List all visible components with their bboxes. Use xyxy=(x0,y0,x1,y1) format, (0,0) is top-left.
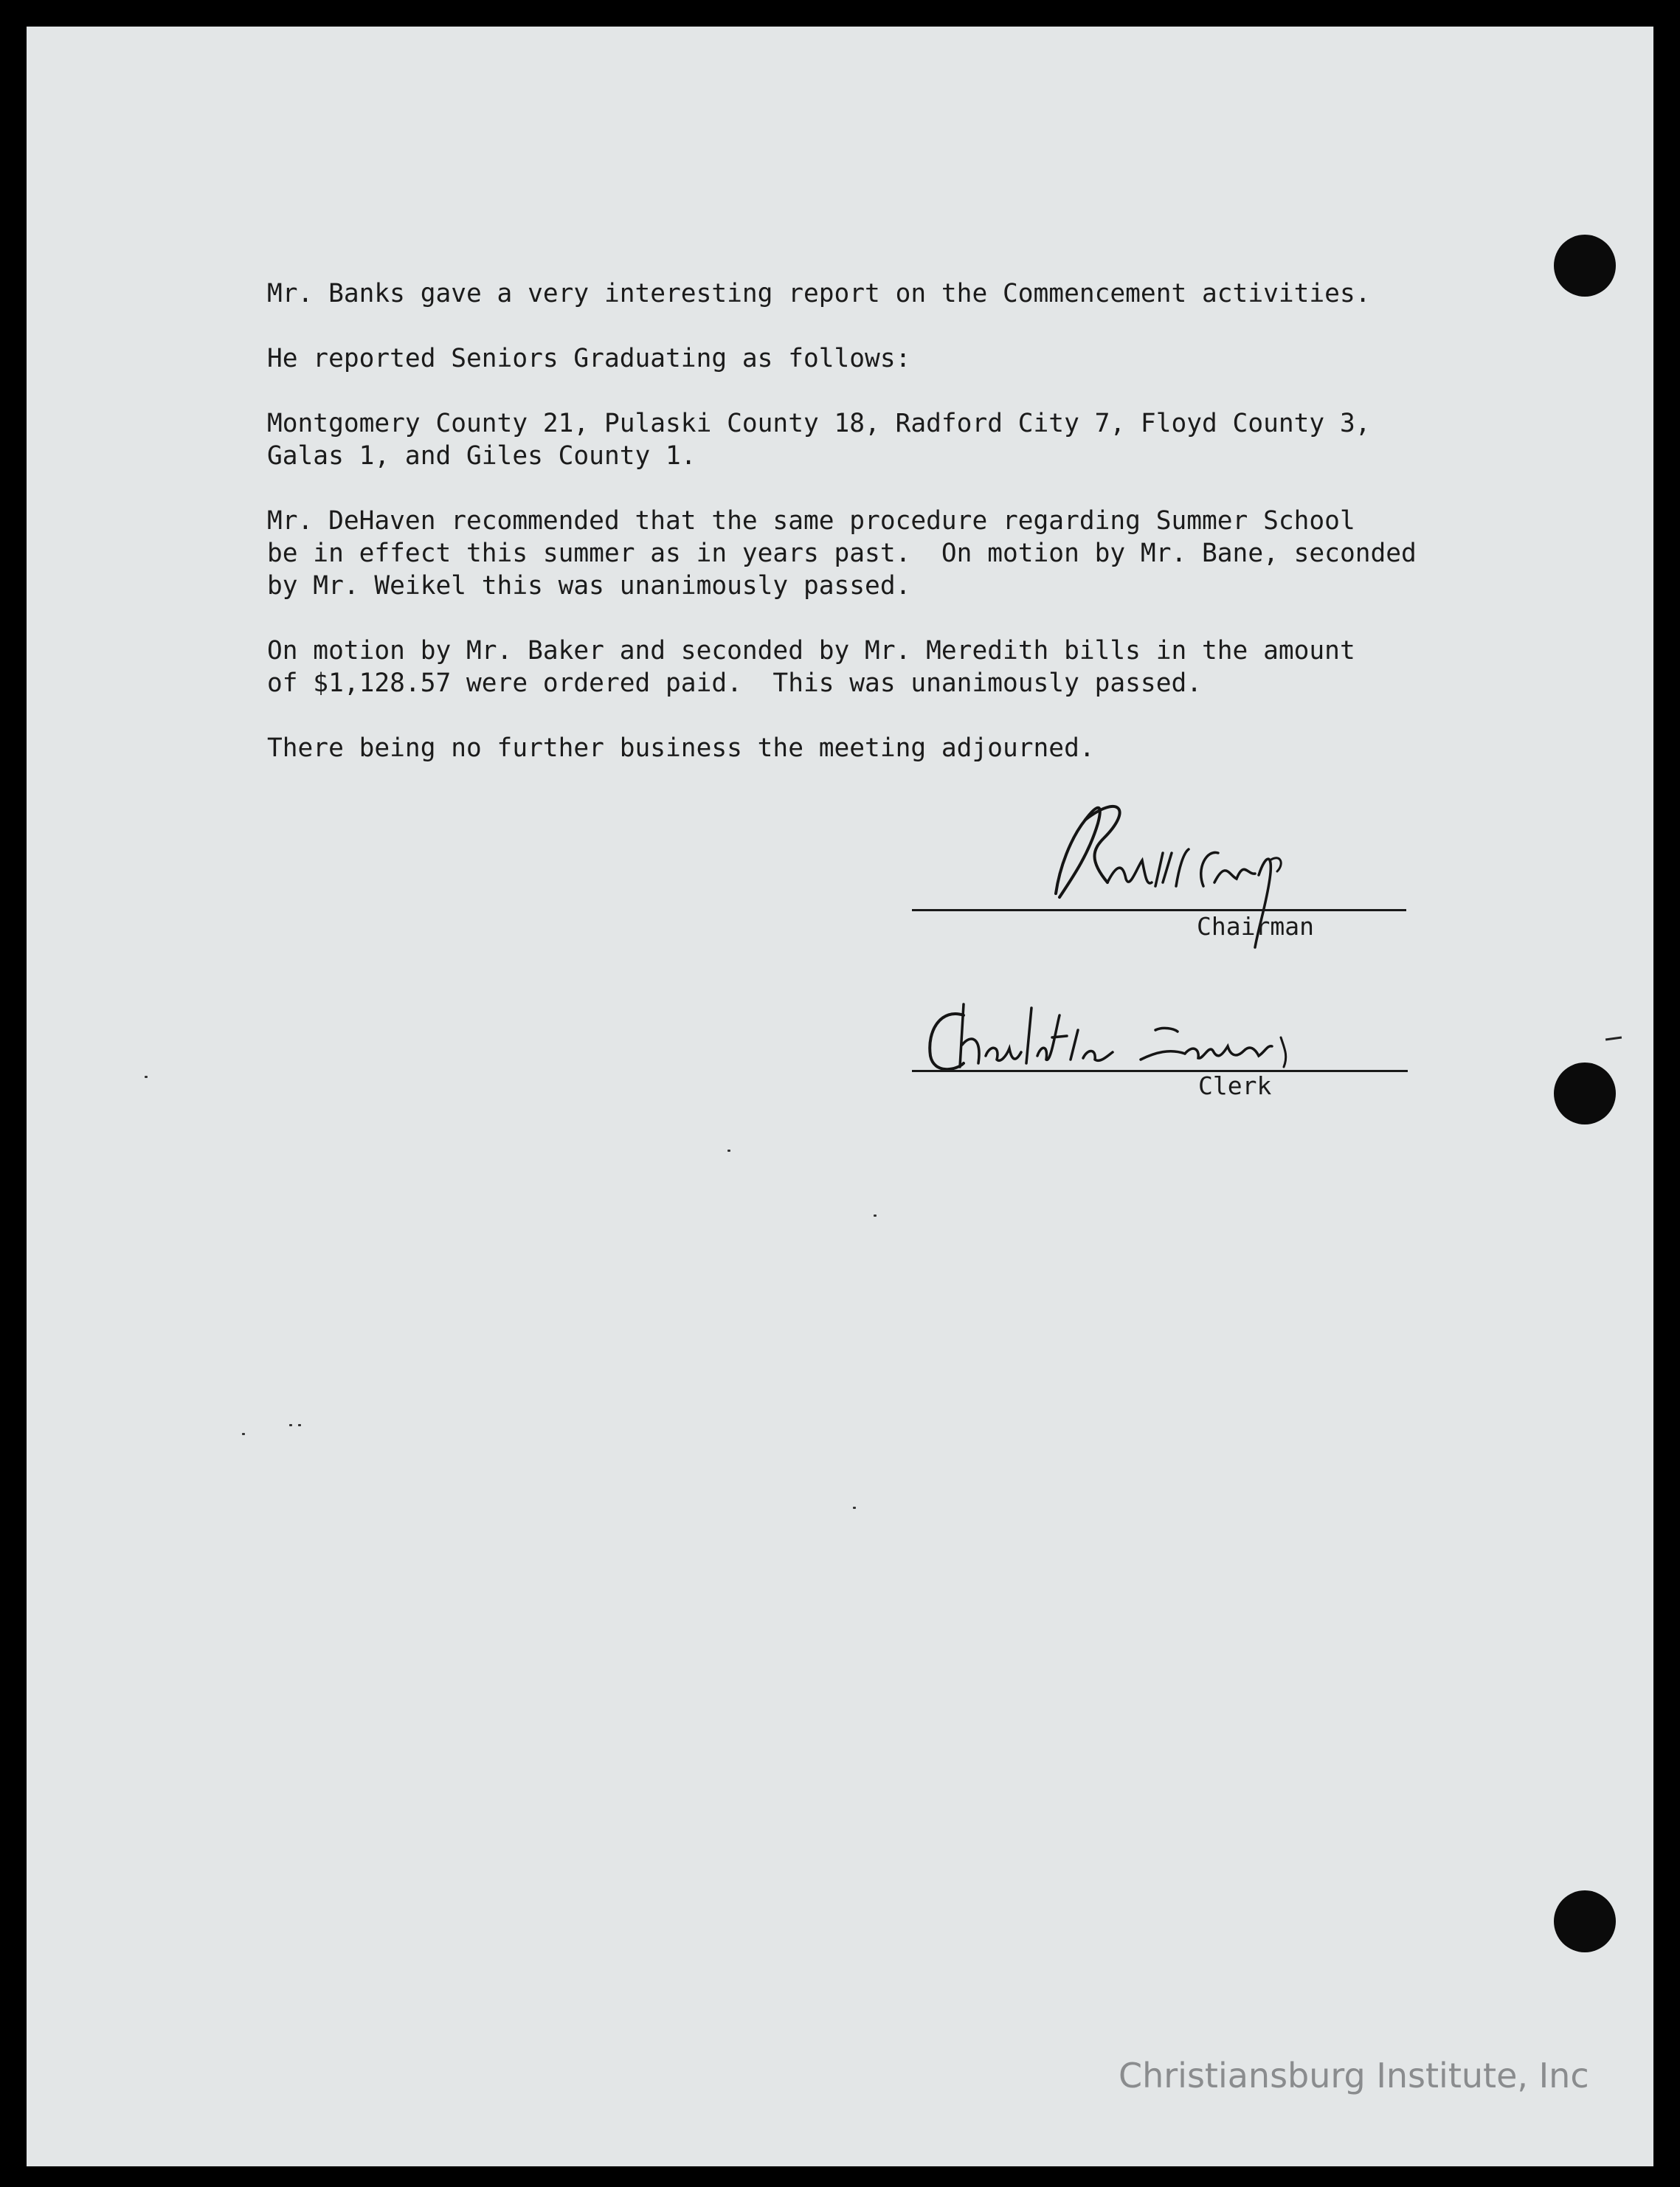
chairman-signature-line xyxy=(912,909,1406,911)
minutes-body xyxy=(267,277,1521,797)
paper-speck xyxy=(298,1424,301,1426)
paper-speck xyxy=(853,1507,856,1509)
clerk-signature-line xyxy=(912,1070,1408,1072)
archive-watermark: Christiansburg Institute, Inc xyxy=(1119,2056,1589,2096)
paper-speck xyxy=(874,1215,877,1217)
pen-mark xyxy=(1605,1036,1622,1040)
paragraph-adjournment: There being no further business the meeting adjourned. xyxy=(267,733,1095,763)
paper-speck xyxy=(727,1150,730,1152)
binder-hole-top xyxy=(1554,235,1616,297)
paragraph-seniors-intro: He reported Seniors Graduating as follows: xyxy=(267,344,911,373)
paper-speck xyxy=(145,1076,148,1078)
binder-hole-middle xyxy=(1554,1063,1616,1124)
paper-speck xyxy=(289,1424,292,1426)
document-page xyxy=(27,27,1653,2166)
paper-speck xyxy=(242,1433,245,1435)
paragraph-bills-paid: On motion by Mr. Baker and seconded by Mr. Meredith bills in the amount of $1,128.57 were ordered paid. This was unanimously passed. xyxy=(267,636,1355,698)
clerk-label: Clerk xyxy=(1198,1071,1272,1100)
paragraph-county-counts: Montgomery County 21, Pulaski County 18, Radford City 7, Floyd County 3, Galas 1, and Giles County 1. xyxy=(267,409,1371,471)
paragraph-commencement-report: Mr. Banks gave a very interesting report on the Commencement activities. xyxy=(267,279,1371,308)
binder-hole-bottom xyxy=(1554,1890,1616,1952)
paragraph-summer-school: Mr. DeHaven recommended that the same procedure regarding Summer School be in effect this summer as in years past. On motion by Mr. Bane, seconded by Mr. Weikel this was unanimously passed. xyxy=(267,506,1417,601)
chairman-label: Chairman xyxy=(1197,912,1314,941)
clerk-signature xyxy=(919,986,1436,1096)
